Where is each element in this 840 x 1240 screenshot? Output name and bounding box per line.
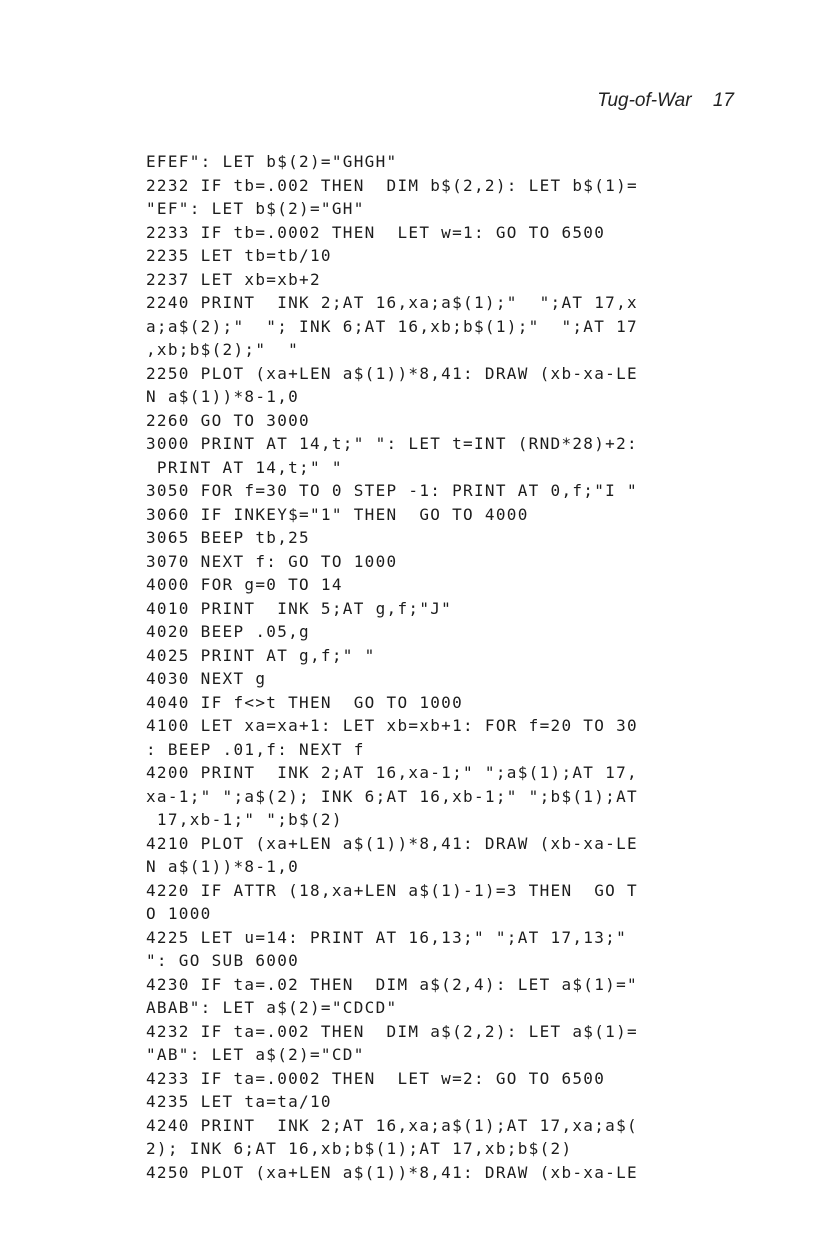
code-line: 4235 LET ta=ta/10: [146, 1092, 332, 1111]
code-line: ABAB": LET a$(2)="CDCD": [146, 998, 398, 1017]
code-line: 17,xb-1;" ";b$(2): [146, 810, 343, 829]
code-line: 3070 NEXT f: GO TO 1000: [146, 551, 398, 571]
page-number: 17: [712, 90, 734, 111]
code-line: 3000 PRINT AT 14,t;" ": LET t=INT (RND*28)+2:: [146, 434, 638, 453]
code-line: 2233 IF tb=.0002 THEN LET w=1: GO TO 6500: [146, 222, 606, 242]
code-line: 2232 IF tb=.002 THEN DIM b$(2,2): LET b$(1)=: [146, 175, 638, 195]
code-line: 2235 LET tb=tb/10: [146, 246, 332, 265]
code-line: : BEEP .01,f: NEXT f: [146, 739, 365, 759]
code-line: O 1000: [146, 904, 212, 923]
code-line: 3060 IF INKEY$="1" THEN GO TO 4000: [146, 504, 529, 524]
code-line: 4232 IF ta=.002 THEN DIM a$(2,2): LET a$(1)=: [146, 1021, 638, 1041]
page-header: [597, 90, 734, 112]
code-line: 2250 PLOT (xa+LEN a$(1))*8,41: DRAW (xb-xa-LE: [146, 363, 638, 383]
code-line: "EF": LET b$(2)="GH": [146, 199, 365, 218]
code-line: 4000 FOR g=0 TO 14: [146, 575, 343, 594]
code-line: 2260 GO TO 3000: [146, 410, 310, 430]
code-line: 4030 NEXT g: [146, 669, 267, 688]
basic-program-listing: [146, 150, 638, 1184]
code-line: 4200 PRINT INK 2;AT 16,xa-1;" ";a$(1);AT 17,: [146, 763, 638, 782]
code-line: PRINT AT 14,t;" ": [146, 457, 343, 477]
code-line: 3050 FOR f=30 TO 0 STEP -1: PRINT AT 0,f;"I ": [146, 481, 638, 500]
code-line: 4020 BEEP .05,g: [146, 622, 310, 641]
code-line: 4010 PRINT INK 5;AT g,f;"J": [146, 598, 453, 618]
code-line: 2); INK 6;AT 16,xb;b$(1);AT 17,xb;b$(2): [146, 1139, 573, 1158]
chapter-title: Tug-of-War: [597, 90, 692, 111]
code-line: 2240 PRINT INK 2;AT 16,xa;a$(1);" ";AT 17,x: [146, 293, 638, 312]
code-line: xa-1;" ";a$(2); INK 6;AT 16,xb-1;" ";b$(1);AT: [146, 786, 638, 806]
code-line: 2237 LET xb=xb+2: [146, 269, 321, 289]
code-line: 4220 IF ATTR (18,xa+LEN a$(1)-1)=3 THEN GO T: [146, 880, 638, 900]
code-line: ,xb;b$(2);" ": [146, 340, 300, 359]
code-line: ": GO SUB 6000: [146, 951, 300, 970]
code-line: 4240 PRINT INK 2;AT 16,xa;a$(1);AT 17,xa;a$(: [146, 1115, 638, 1135]
code-line: 4040 IF f<>t THEN GO TO 1000: [146, 692, 464, 712]
code-line: a;a$(2);" "; INK 6;AT 16,xb;b$(1);" ";AT 17: [146, 316, 638, 336]
code-line: 4230 IF ta=.02 THEN DIM a$(2,4): LET a$(1)=": [146, 974, 638, 994]
code-line: N a$(1))*8-1,0: [146, 387, 300, 406]
code-line: 4210 PLOT (xa+LEN a$(1))*8,41: DRAW (xb-xa-LE: [146, 833, 638, 853]
code-line: EFEF": LET b$(2)="GHGH": [146, 152, 398, 171]
code-line: 4025 PRINT AT g,f;" ": [146, 645, 376, 665]
code-line: 4233 IF ta=.0002 THEN LET w=2: GO TO 6500: [146, 1068, 606, 1088]
code-line: 4250 PLOT (xa+LEN a$(1))*8,41: DRAW (xb-xa-LE: [146, 1162, 638, 1182]
code-line: 4225 LET u=14: PRINT AT 16,13;" ";AT 17,13;": [146, 927, 628, 947]
code-line: 3065 BEEP tb,25: [146, 528, 310, 547]
code-line: "AB": LET a$(2)="CD": [146, 1045, 365, 1064]
code-line: N a$(1))*8-1,0: [146, 857, 300, 876]
code-line: 4100 LET xa=xa+1: LET xb=xb+1: FOR f=20 TO 30: [146, 716, 638, 735]
